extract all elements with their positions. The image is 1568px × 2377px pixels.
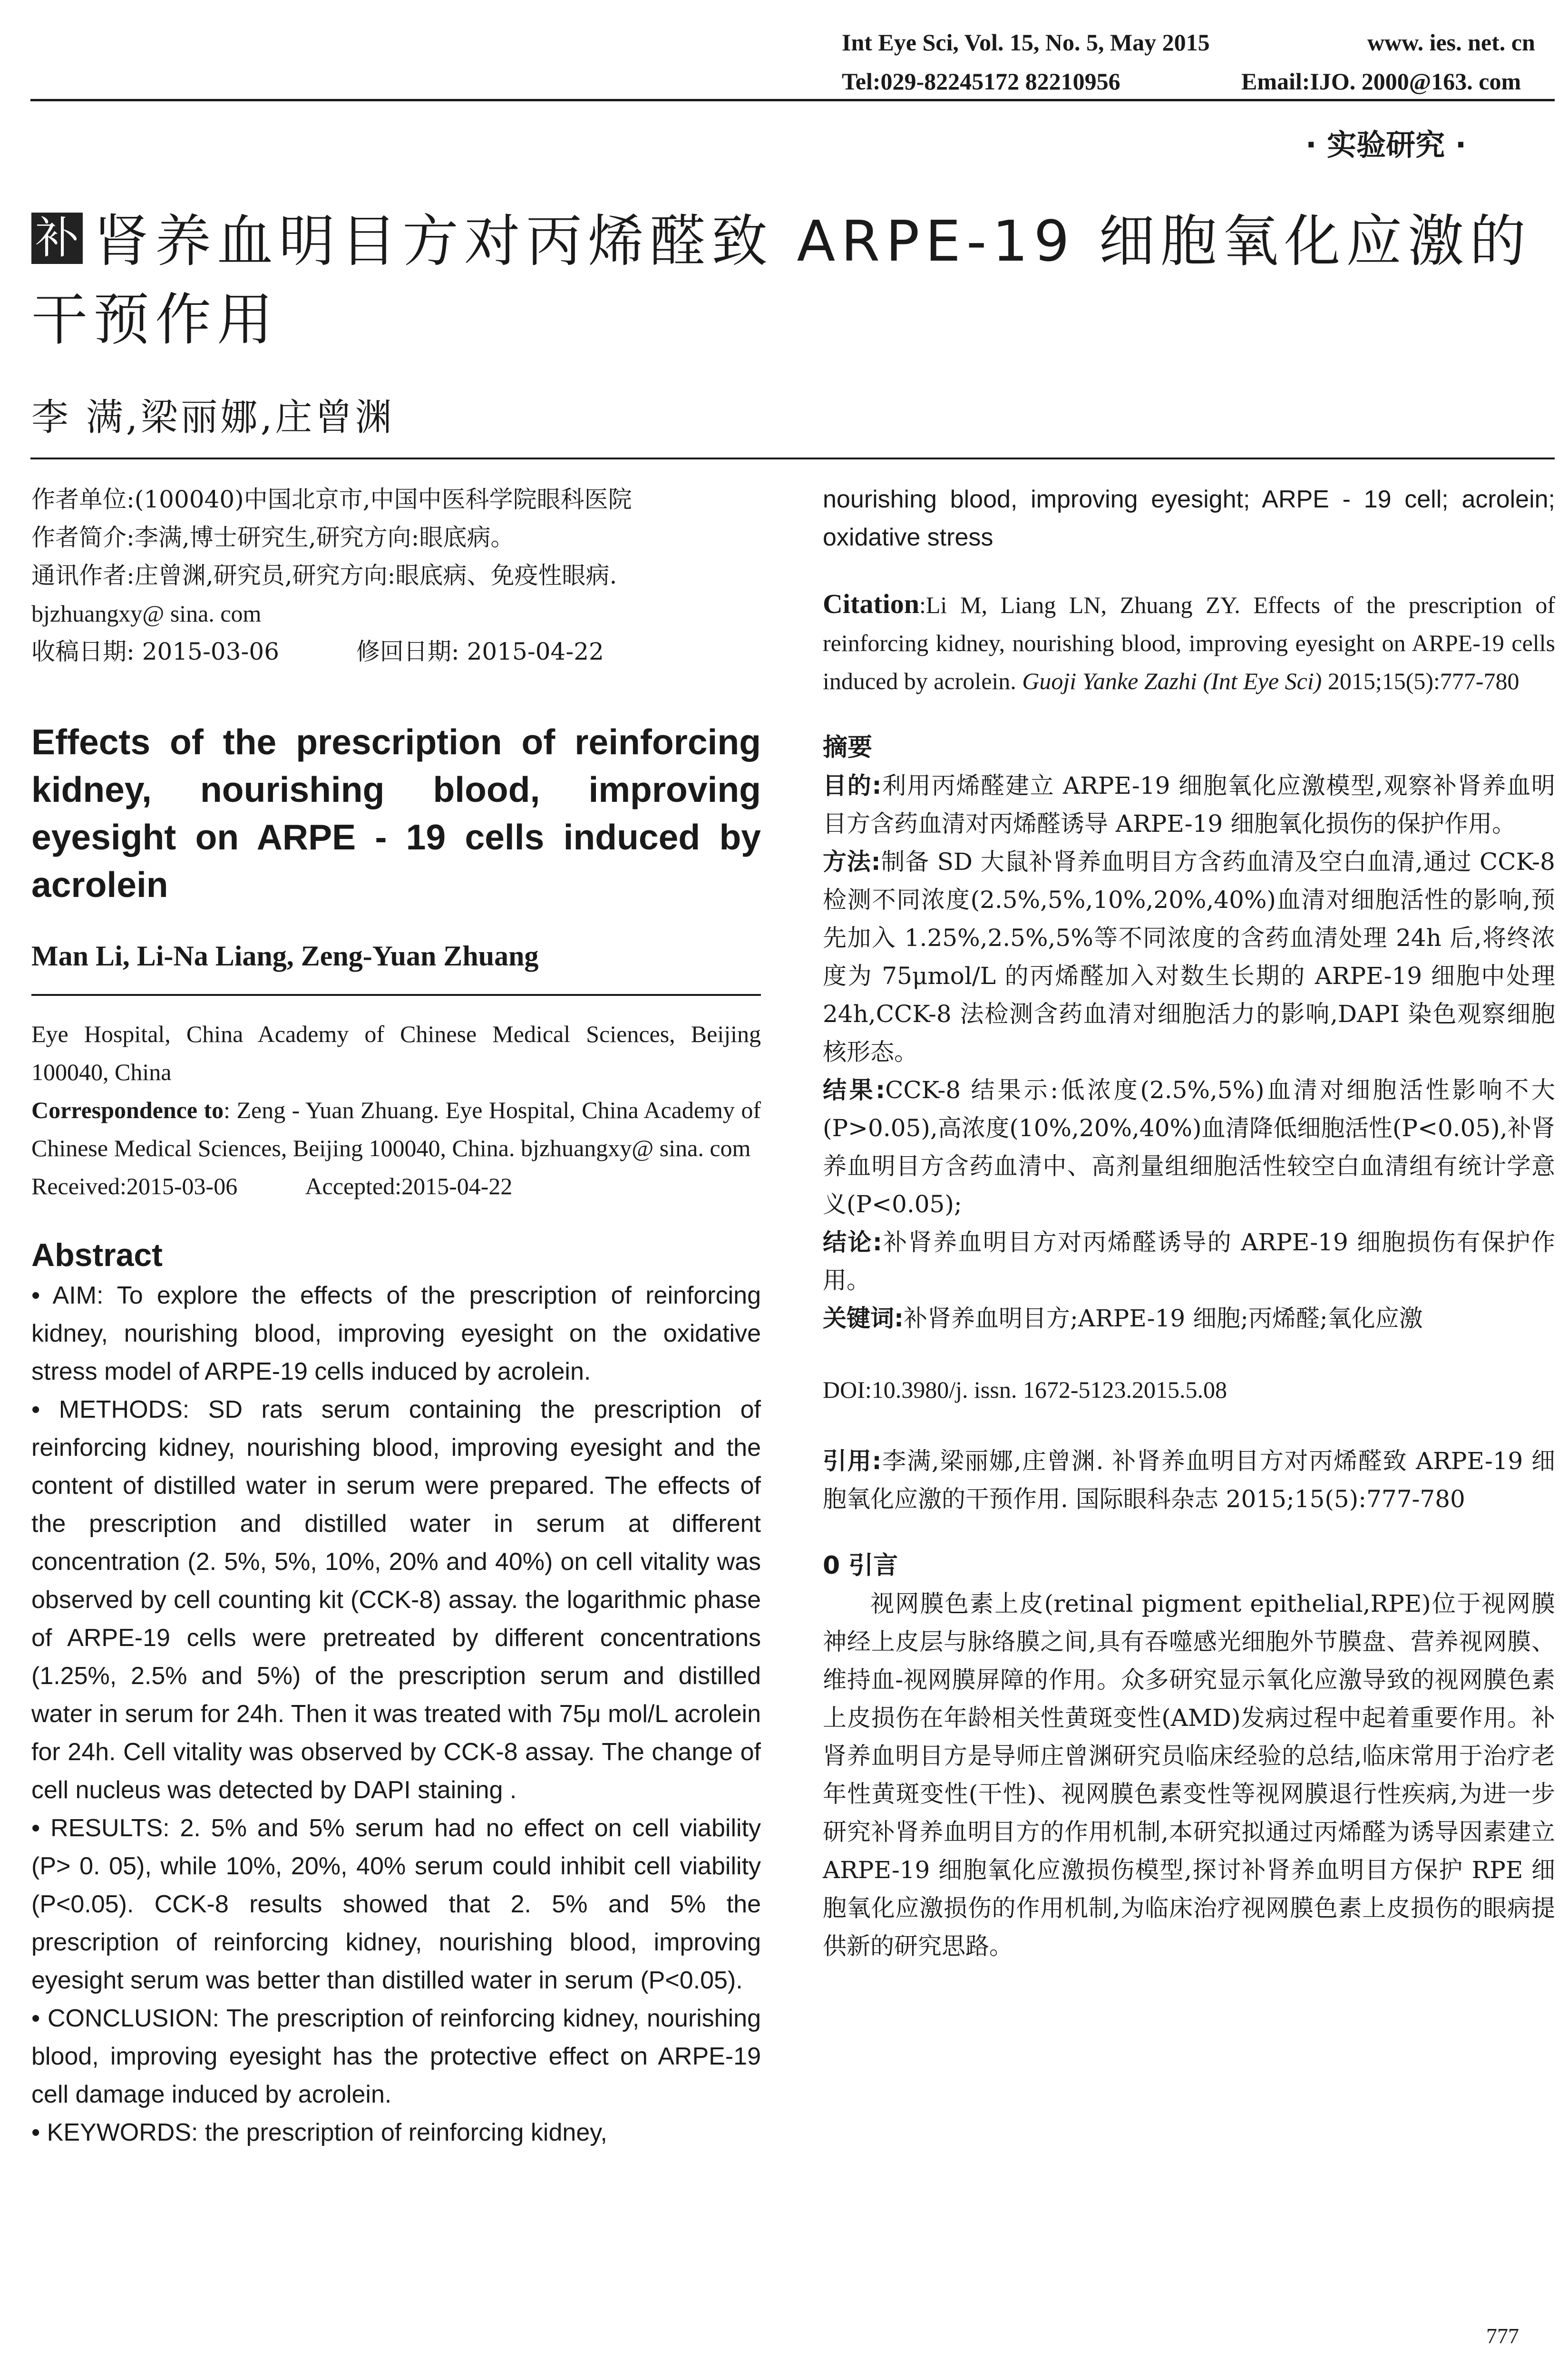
corresponding-email: bjzhuangxy@ sina. com — [31, 600, 262, 627]
received-date-cn: 收稿日期: 2015-03-06 — [31, 638, 280, 665]
methods-cn — [823, 843, 1555, 1071]
section-label: · 实验研究 · — [1305, 127, 1467, 162]
article-title — [31, 202, 1558, 359]
results-cn — [823, 1071, 1555, 1223]
english-authors: Man Li, Li-Na Liang, Zeng-Yuan Zhuang — [31, 940, 539, 972]
abstract-methods: • METHODS: SD rats serum containing the prescription of reinforcing kidney, nourishing blood, improving eyesight and the content of distilled water in serum were prepared. The effects of the prescription and distilled water in serum at different concentration (2. 5%, 5%, 10%, 20% and 40%) on cell vitality was observed by cell counting kit (CCK-8) assay. the logarithmic phase of ARPE-19 cells were pretreated by different concentrations (1.25%, 2.5% and 5%) of the prescription serum and distilled water in serum for 24h. Then it was treated with 75μ mol/L acrolein for 24h. Cell vitality was observed by CCK-8 assay. The change of cell nucleus was detected by DAPI staining . — [31, 1396, 761, 1804]
correspondence-en — [31, 1091, 761, 1167]
author-bio-cn: 作者简介:李满,博士研究生,研究方向:眼底病。 — [31, 524, 515, 551]
title-first-char-mark: 补 — [31, 213, 83, 264]
abstract-heading: Abstract — [31, 1237, 163, 1273]
journal-website: www. ies. net. cn — [1367, 29, 1535, 56]
header-rule — [30, 99, 1555, 101]
aim-cn-label: 目的: — [823, 772, 882, 799]
conclusion-cn-text: 补肾养血明目方对丙烯醛诱导的 ARPE-19 细胞损伤有保护作用。 — [823, 1228, 1555, 1294]
received-date-en: Received:2015-03-06 — [31, 1173, 238, 1199]
introduction-heading: 0 引言 — [823, 1551, 898, 1580]
accepted-date-en: Accepted:2015-04-22 — [305, 1173, 513, 1199]
journal-tel: Tel:029-82245172 82210956 — [842, 68, 1120, 95]
dates-cn — [31, 633, 761, 671]
citation-journal: Guoji Yanke Zazhi (Int Eye Sci) — [1022, 668, 1322, 694]
revised-date-cn: 修回日期: 2015-04-22 — [356, 638, 604, 665]
title-line-2: 干预作用 — [31, 287, 279, 352]
conclusion-cn-label: 结论: — [823, 1228, 882, 1256]
aim-cn — [823, 767, 1555, 843]
methods-cn-label: 方法: — [823, 848, 881, 876]
citation-text: :Li M, Liang LN, Zhuang ZY. Effects of the prescription of reinforcing kidney, nourishing blood, improving eyesight on ARPE-19 cells induced by acrolein. — [823, 592, 1555, 694]
keywords-cn — [823, 1299, 1555, 1337]
english-affiliation: Eye Hospital, China Academy of Chinese Medical Sciences, Beijing 100040, China — [31, 1021, 761, 1085]
abstract-aim: • AIM: To explore the effects of the prescription of reinforcing kidney, nourishing blood, improving eyesight on the oxidative stress model of ARPE-19 cells induced by acrolein. — [31, 1282, 761, 1385]
aim-cn-text: 利用丙烯醛建立 ARPE-19 细胞氧化应激模型,观察补肾养血明目方含药血清对丙烯醛诱导 ARPE-19 细胞氧化损伤的保护作用。 — [823, 772, 1555, 838]
dates-en — [31, 1167, 761, 1205]
corresponding-author-cn: 通讯作者:庄曾渊,研究员,研究方向:眼底病、免疫性眼病. — [31, 562, 617, 589]
results-cn-text: CCK-8 结果示:低浓度(2.5%,5%)血清对细胞活性影响不大(P>0.05),高浓度(10%,20%,40%)血清降低细胞活性(P<0.05),补肾养血明目方含药血清中、高剂量组细胞活性较空白血清组有统计学意义(P<0.05); — [823, 1076, 1555, 1218]
title-rule — [30, 458, 1555, 459]
citation-label: Citation — [823, 588, 919, 619]
abstract-keywords: • KEYWORDS: the prescription of reinforcing kidney, — [31, 2119, 607, 2146]
title-line-1: 肾养血明目方对丙烯醛致 ARPE-19 细胞氧化应激的 — [93, 208, 1532, 274]
citation-en — [823, 585, 1555, 700]
journal-email: Email:IJO. 2000@163. com — [1241, 68, 1521, 95]
doi: DOI:10.3980/j. issn. 1672-5123.2015.5.08 — [823, 1376, 1227, 1403]
journal-citation-line: Int Eye Sci, Vol. 15, No. 5, May 2015 — [842, 29, 1210, 56]
keywords-continued: nourishing blood, improving eyesight; ARPE - 19 cell; acrolein; oxidative stress — [823, 486, 1555, 551]
left-column — [31, 480, 761, 2152]
correspondence-text: : Zeng - Yuan Zhuang. Eye Hospital, China Academy of Chinese Medical Sciences, Beijing 100040, China. bjzhuangxy@ sina. com — [31, 1097, 761, 1161]
conclusion-cn — [823, 1223, 1555, 1299]
citation-cn-text: 李满,梁丽娜,庄曾渊. 补肾养血明目方对丙烯醛致 ARPE-19 细胞氧化应激的干预作用. 国际眼科杂志 2015;15(5):777-780 — [823, 1447, 1556, 1513]
citation-tail: 2015;15(5):777-780 — [1322, 668, 1519, 694]
correspondence-label: Correspondence to — [31, 1097, 224, 1123]
english-title: Effects of the prescription of reinforcing kidney, nourishing blood, improving eyesight on ARPE - 19 cells induced by acrolein — [31, 722, 761, 905]
right-column — [823, 480, 1555, 1965]
citation-cn-label: 引用: — [823, 1447, 882, 1475]
authors-chinese: 李 满,梁丽娜,庄曾渊 — [31, 396, 395, 439]
citation-cn — [823, 1442, 1555, 1518]
abstract-conclusion: • CONCLUSION: The prescription of reinforcing kidney, nourishing blood, improving eyesight has the protective effect on ARPE-19 cell damage induced by acrolein. — [31, 2005, 761, 2108]
keywords-cn-text: 补肾养血明目方;ARPE-19 细胞;丙烯醛;氧化应激 — [904, 1305, 1423, 1332]
methods-cn-text: 制备 SD 大鼠补肾养血明目方含药血清及空白血清,通过 CCK-8 检测不同浓度(2.5%,5%,10%,20%,40%)血清对细胞活性的影响,预先加入 1.25%,2.5%,5%等不同浓度的含药血清处理 24h 后,将终浓度为 75μmol/L 的丙烯醛加入对数生长期的 ARPE-19 细胞中处理 24h,CCK-8 法检测含药血清对细胞活力的影响,DAPI 染色观察细胞核形态。 — [823, 848, 1555, 1066]
results-cn-label: 结果: — [823, 1076, 886, 1104]
affiliation-cn: 作者单位:(100040)中国北京市,中国中医科学院眼科医院 — [31, 486, 632, 513]
page-number: 777 — [1486, 2324, 1519, 2348]
introduction-text: 视网膜色素上皮(retinal pigment epithelial,RPE)位于视网膜神经上皮层与脉络膜之间,具有吞噬感光细胞外节膜盘、营养视网膜、维持血-视网膜屏障的作用。众多研究显示氧化应激导致的视网膜色素上皮损伤在年龄相关性黄斑变性(AMD)发病过程中起着重要作用。补肾养血明目方是导师庄曾渊研究员临床经验的总结,临床常用于治疗老年性黄斑变性(干性)、视网膜色素变性等视网膜退行性疾病,为进一步研究补肾养血明目方的作用机制,本研究拟通过丙烯醛为诱导因素建立 ARPE-19 细胞氧化应激损伤模型,探讨补肾养血明目方保护 RPE 细胞氧化应激损伤的作用机制,为临床治疗视网膜色素上皮损伤的眼病提供新的研究思路。 — [823, 1590, 1555, 1960]
abstract-cn-heading: 摘要 — [823, 733, 873, 762]
abstract-results: • RESULTS: 2. 5% and 5% serum had no effect on cell viability (P> 0. 05), while 10%, 20%, 40% serum could inhibit cell viability (P<0.05). CCK-8 results showed that 2. 5% and 5% the prescription of reinforcing kidney, nourishing blood, improving eyesight serum was better than distilled water in serum (P<0.05). — [31, 1814, 761, 1994]
keywords-cn-label: 关键词: — [823, 1305, 904, 1332]
